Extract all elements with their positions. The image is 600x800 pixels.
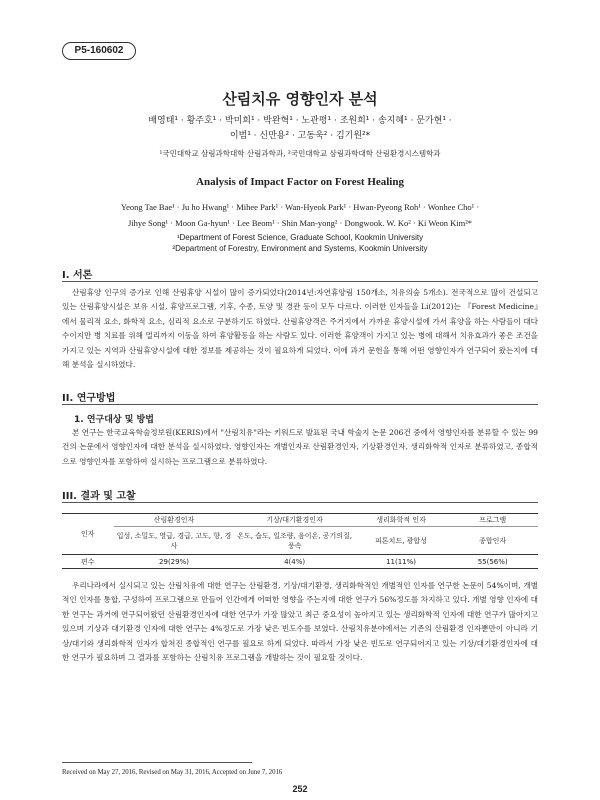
- english-affiliation-1: ¹Department of Forest Science, Graduate School, Kookmin University: [176, 233, 424, 242]
- footnote-divider: [62, 762, 252, 763]
- table-cell-items: 입성, 소밀도, 영급, 경급, 고도, 향, 경사: [116, 531, 232, 550]
- section-1-heading: I. 서론: [62, 270, 93, 281]
- column-header: 기상/대기환경인자: [234, 514, 354, 527]
- korean-title: 산림치유 영향인자 분석: [222, 90, 378, 108]
- english-authors-line2: Jihye Song¹ · Moon Ga-hyun¹ · Lee Beom¹ · Shin Man-yong² · Dongwook. W. Ko² · Ki Weon Kim²*: [127, 218, 473, 228]
- impact-factor-table: [62, 513, 538, 569]
- paper-id-badge: P5-160602: [62, 42, 136, 60]
- column-header: 산림환경인자: [114, 514, 235, 527]
- section-1-text: 산림휴양 인구의 증가로 인해 산림휴양 시설이 많이 증가되었다(2014년:자연휴양림 150개소, 치유의숲 5개소). 전국적으로 많이 건설되고 있는 산림휴양시설은 보유 시설, 휴양프로그램, 기후, 수종, 토양 및 경관 등이 모두 다르다. 이러한 인자들을 Li(2012)는 『Forest Medicine』에서 물리적 요소, 화학적 요소, 심리적 요소로 구분하기도 하였다. 산림휴양객은 주거지에서 가까운 휴양시설에 가서 휴양을 하는 사람들이 대다수이지만 병 치료를 위해 멀리까지 이동을 하여 휴양활동을 하는 사람도 있다. 이러한 휴양객이 가지고 있는 병에 대해서 치유효과가 좋은 조건을 가지고 있는 지역과 산림휴양시설에 대한 정보를 제공하는 것이 필요하게 되었다. 이에 과거 문헌을 통해 어떤 영향인자가 연구되어 왔는지에 대해 분석을 실시하였다.: [62, 288, 538, 370]
- row-header-count: 편수: [81, 557, 95, 566]
- section-3-heading: III. 결과 및 고찰: [62, 491, 136, 502]
- table-cell-items: 종합인자: [479, 536, 507, 545]
- column-header: 생리화학적 인자: [355, 514, 448, 527]
- table-cell-count: 4(4%): [284, 557, 306, 566]
- section-divider: [62, 404, 538, 405]
- row-header-factor: 인자: [62, 514, 114, 555]
- table-cell-count: 55(56%): [477, 557, 508, 566]
- table-cell-count: 11(11%): [386, 557, 417, 566]
- section-2-heading: II. 연구방법: [62, 393, 116, 404]
- section-divider: [62, 502, 538, 503]
- korean-authors-line2: 이범¹ · 신만용² · 고동욱² · 김기원²*: [229, 131, 371, 141]
- section-2-subheading: 1. 연구대상 및 방법: [74, 415, 154, 425]
- table-cell-items: 피톤치드, 광합성: [375, 536, 427, 545]
- footnote: Received on May 27, 2016, Revised on May 31, 2016, Accepted on June 7, 2016: [62, 769, 283, 776]
- korean-affiliation: ¹국민대학교 삼림과학대학 산림과학과, ²국민대학교 삼림과학대학 산림환경시스템학과: [159, 149, 441, 158]
- section-2-text: 본 연구는 한국교육학술정보원(KERIS)에서 "산림치유"라는 키워드로 발표된 국내 학술지 논문 206건 중에서 영향인자를 분류할 수 있는 99건의 논문에서 영향인자에 대한 분석을 실시하였다. 영향인자는 개별인자로 산림환경인자, 기상환경인자, 생리화학적 인자로 분류하였고, 종합적으로 영향인자를 포함하여 실시하는 프로그램으로 분류하였다.: [62, 428, 538, 466]
- english-affiliation-2: ²Department of Forestry, Environment and Systems, Kookmin University: [172, 244, 428, 253]
- section-3-text: 우리나라에서 실시되고 있는 산림치유에 대한 연구는 산림환경, 기상/대기환경, 생리화학적인 개별적인 인자를 연구한 논문이 54%이며, 개별적인 인자를 통합, 구성하여 프로그램으로 만들어 인간에게 어떠한 영향을 주는지에 대한 연구가 56%정도를 차지하고 있다. 개별 영향 인자에 대한 연구는 과거에 연구되어왔던 산림환경인자에 대한 연구가 가장 많았고 최근 중요성이 높아지고 있는 생리화학적 인자에 대한 연구가 많아지고 있으며 기상과 대기환경 인자에 대한 연구는 4%정도로 가장 낮은 빈도수를 보였다. 산림치유분야에서는 기존의 산림환경 인자뿐만이 아니라 기상/대기와 생리화학적 인자가 합쳐진 종합적인 연구를 필요로 하게 되었다. 따라서 가장 낮은 빈도로 연구되어지고 있는 기상/대기환경인자에 대한 연구가 필요하며 그 결과를 포함하는 산림치유 프로그램을 개발하는 것이 필요할 것이다.: [62, 581, 538, 663]
- column-header: 프로그램: [447, 514, 538, 527]
- korean-authors-line1: 배영태¹ · 황주호¹ · 박미희¹ · 박완혁¹ · 노관평¹ · 조원희¹ · 송지혜¹ · 문가현¹ ·: [148, 116, 452, 126]
- page-number: 252: [292, 784, 308, 794]
- table-cell-count: 29(29%): [159, 557, 189, 566]
- section-divider: [62, 281, 538, 282]
- english-authors-line1: Yeong Tae Bae¹ · Ju ho Hwang¹ · Mihee Park¹ · Wan-Hyeok Park¹ · Hwan-Pyeong Roh¹ · Wonhee Cho¹ ·: [120, 202, 480, 212]
- english-title: Analysis of Impact Factor on Forest Healing: [196, 176, 404, 188]
- table-cell-items: 온도, 습도, 일조량, 음이온, 공기의질, 풍속: [237, 531, 352, 550]
